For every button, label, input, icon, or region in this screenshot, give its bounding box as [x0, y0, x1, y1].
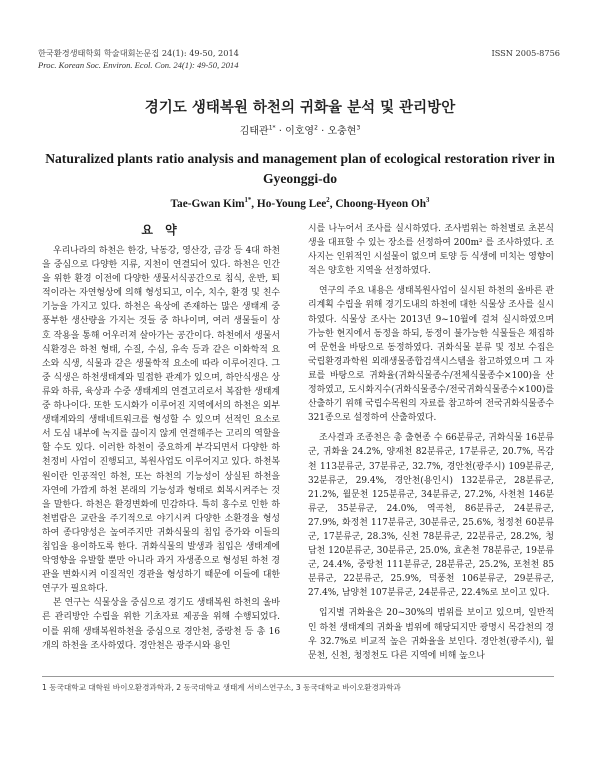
footnote-divider [42, 676, 554, 677]
footnote: 1 동국대학교 대학원 바이오환경과학과, 2 동국대학교 생태계 서비스연구소, 3 동국대학교 바이오환경과학과 [42, 683, 401, 692]
title-english: Naturalized plants ratio analysis and management plan of ecological restoration river in Gyeonggi-do [45, 151, 555, 186]
author-ko-3: · 오충현 [317, 126, 357, 137]
left-column [42, 244, 280, 653]
author-en-3-sup: 3 [426, 197, 430, 205]
authors-english [0, 198, 600, 210]
left-paragraph-1: 우리나라의 하천은 한강, 낙동강, 영산강, 금강 등 4대 하천을 중심으로 다양한 지류, 지천이 연결되어 있다. 하천은 인간을 위한 환경 이전에 다양한 생물서식공간으로 침식, 운반, 퇴적이라는 자연형상에 의해 형성되고, 이수, 치수, 환경 및 친수기능을 가지고 있다. 하천은 육상에 존재하는 많은 생태계 중 풍부한 생산량을 가지는 것들 중 하나이며, 여러 생물들이 상호 작용을 통해 어우러져 살아가는 공간이다. 하천에서 생물서식환경은 하천 형태, 수질, 수심, 유속 등과 같은 이화학적 요소와 식생, 식물과 같은 생물학적 요소에 따라 이루어진다. 그 중 식생은 하천생태계와 밀접한 관계가 있으며, 하안식생은 상류와 하류, 육상과 수중 생태계의 연결고리로서 복잡한 생태계 중 하나이다. 또한 도시화가 이루어진 지역에서의 하천은 외부 생태계와의 생태네트워크를 형성할 수 있으며 선적인 요소로서 도심 내부에 녹지를 끊이지 않게 연결해주는 고리의 역할을 할 수도 있다. 이러한 하천이 중요하게 부각되면서 다양한 하천정비 사업이 진행되고, 복원사업도 이루어지고 있다. 하천복원이란 인공적인 하천, 또는 하천의 기능성이 상실된 하천을 자연에 가깝게 하천 본래의 기능성과 형태로 회복시켜주는 것을 말한다. 하천은 환경변화에 민감하다. 특히 홍수로 인한 하천범람은 교란을 주기적으로 야기시켜 다양한 소환경을 형성하여 종다양성은 높여주지만 귀화식물의 침입 증가와 이들의 침입을 용이하도록 한다. 귀화식물의 발생과 침입은 생태계에 악영향을 유발할 뿐만 아니라 과거 자생종으로 형성된 하천 경관을 변화시켜 이질적인 경관을 형성하기 때문에 이들에 대한 연구가 필요하다. [42, 246, 280, 595]
right-paragraph-3: 조사결과 조종천은 총 출현종 수 66분류군, 귀화식물 16분류군, 귀화율 24.2%, 양재천 82분류군, 17분류군, 20.7%, 목감천 113분류군, 37분류군, 32.7%, 경안천(광주시) 109분류군, 32분류군, 29.4%, 경안천(용인시) 132분류군, 28분류군, 21.2%, 월문천 125분류군, 34분류군, 27.2%, 사천천 146분류군, 35분류군, 24.0%, 역곡천, 86분류군, 24분류군, 27.9%, 화정천 117분류군, 30분류군, 25.6%, 청정천 60분류군, 17분류군, 28.3%, 신천 78분류군, 22분류군, 28.2%, 청담천 120분류군, 30분류군, 25.0%, 효촌천 78분류군, 19분류군, 24.4%, 중랑천 111분류군, 28분류군, 25.2%, 포천천 85분류군, 22분류군, 25.9%, 덕풍천 106분류군, 29분류군, 27.4%, 남양천 107분류군, 24분류군, 22.4%로 보이고 있다. [308, 433, 554, 599]
author-ko-2-sup: 2 [314, 124, 318, 132]
author-en-1: Tae-Gwan Kim [170, 198, 245, 210]
author-ko-3-sup: 3 [356, 124, 361, 132]
running-header [38, 48, 560, 71]
author-en-3: , Choong-Hyeon Oh [329, 198, 427, 210]
author-ko-2: · 이호영 [275, 126, 315, 137]
issn: ISSN 2005-8756 [491, 48, 560, 58]
right-paragraph-continued: 시를 나누어서 조사를 실시하였다. 조사범위는 하천별로 초본식생을 대표할 수 있는 장소를 선정하여 200m² 를 조사하였다. 조사지는 인위적인 시설물이 없으며 토양 등 식생에 미치는 영향이 적은 양호한 지역을 선정하였다. [308, 224, 554, 277]
journal-en: Proc. Korean Soc. Environ. Ecol. Con. 24(1): 49-50, 2014 [38, 59, 239, 70]
right-paragraph-4: 입지별 귀화율은 20~30%의 범위를 보이고 있으며, 일반적인 하천 생태계의 귀화율 범위에 해당되지만 광명시 목감천의 경우 32.7%로 비교적 높은 귀화율을 보인다. 경안천(광주시), 월문천, 신천, 청정천도 다른 지역에 비해 높으나 [308, 608, 554, 661]
right-paragraph-2: 연구의 주요 내용은 생태복원사업이 실시된 하천의 올바른 관리계획 수립을 위해 경기도내의 하천에 대한 식물상 조사를 실시하였다. 식물상 조사는 2013년 9~10월에 걸쳐 실시하였으며 가능한 현지에서 동정을 하되, 동정이 불가능한 식물들은 채집하여 문헌을 바탕으로 동정하였다. 귀화식물 분류 및 정보 수집은 국립환경과학원 외래생물종합검색시스템을 참고하였으며 그 자료를 바탕으로 귀화율(귀화식물종수/전체식물종수×100)을 산정하였고, 도시화지수(귀화식물종수/전국귀화식물종수×100)를 산출하기 위해 국립수목원의 자료를 참고하여 전국귀화식물종수 321종으로 설정하여 산출하였다. [308, 286, 554, 424]
right-column [308, 222, 554, 663]
journal-ko: 한국환경생태학회 학술대회논문집 24(1): 49-50, 2014 [38, 48, 239, 58]
author-en-2-sup: 2 [326, 197, 330, 205]
author-ko-1: 김태관 [239, 126, 269, 137]
authors-korean [0, 122, 600, 137]
author-ko-1-sup: 1* [268, 124, 276, 132]
abstract-heading: 요 약 [141, 223, 181, 237]
author-en-1-sup: 1* [244, 197, 252, 205]
title-korean: 경기도 생태복원 하천의 귀화율 분석 및 관리방안 [144, 100, 456, 116]
left-paragraph-2: 본 연구는 식물상을 중심으로 경기도 생태복원 하천의 올바른 관리방안 수립을 위한 기초자료 제공을 위해 수행되었다. 이를 위해 생태복원하천을 중심으로 경안천, 중랑천 등 총 16개의 하천을 조사하였다. 경안천은 광주시와 용인 [42, 598, 280, 651]
author-en-2: , Ho-Young Lee [251, 198, 327, 210]
